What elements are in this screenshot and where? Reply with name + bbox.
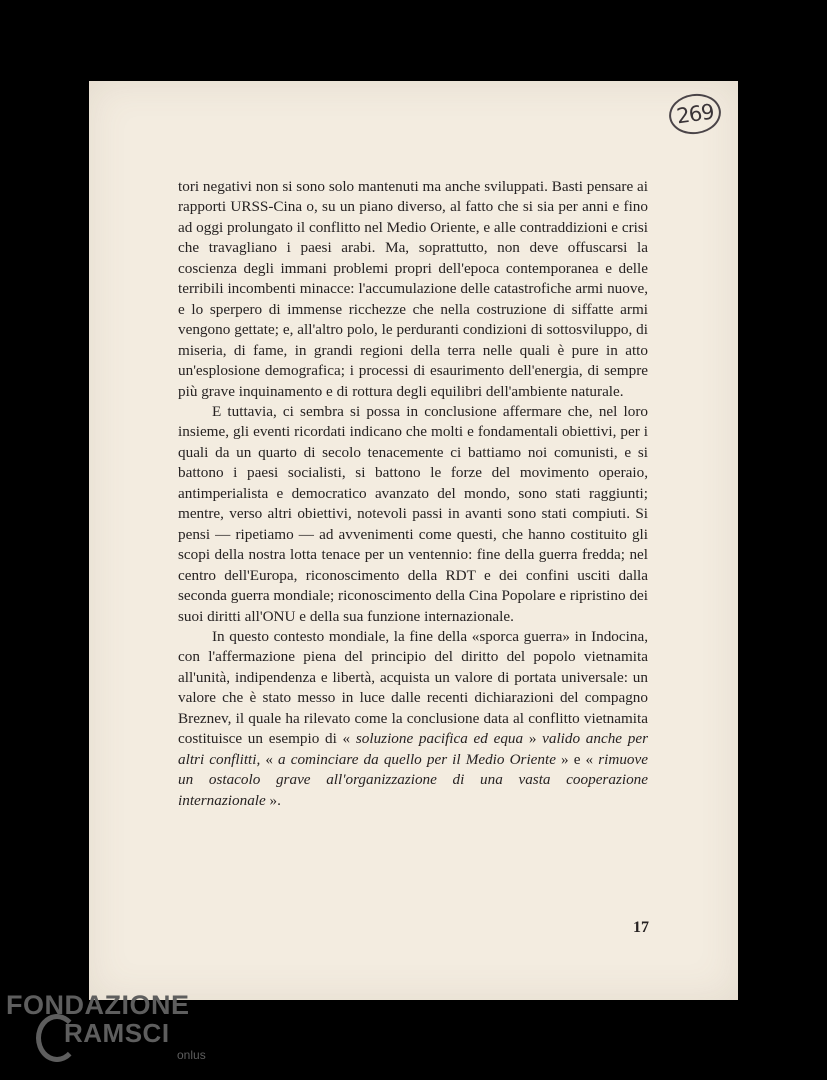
paragraph	[178, 177, 648, 402]
page-number: 17	[633, 919, 649, 936]
text-segment: tori negativi non si sono solo mantenuti ma anche sviluppati. Basti pensare ai rapporti URSS-Cina o, su un piano diverso, al fatto che si sia per anni e fino ad oggi prolungato il conflitto nel Medio Oriente, e alle contraddizioni e crisi che travagliano i paesi arabi. Ma, soprattutto, non deve offuscarsi la coscienza degli immani problemi propri dell'epoca contemporanea e delle terribili incombenti minacce: l'accumulazione delle catastrofiche armi nuove, e lo sperpero di immense ricchezze che nella costruzione di siffatte armi vengono gettate; e, all'altro polo, le perduranti condizioni di sottosviluppo, di miseria, di fame, in grandi regioni della terra nelle quali è pure in atto un'esplosione demografica; i processi di esaurimento dell'energia, di sempre più grave inquinamento e di rottura degli equilibri dell'ambiente naturale.	[178, 178, 648, 400]
paragraph	[178, 402, 648, 627]
italic-quote: rimuove un ostacolo grave all'organizzazione di una vasta cooperazione internazionale	[178, 750, 648, 809]
watermark-line-2: RAMSCI	[64, 1018, 170, 1048]
text-segment: » e «	[555, 750, 599, 768]
text-segment: ».	[265, 791, 281, 809]
text-segment: »	[523, 730, 543, 748]
italic-quote: soluzione pacifica ed equa	[355, 730, 524, 748]
archive-number-stamp: 269	[666, 91, 723, 138]
text-segment: «	[260, 750, 279, 768]
watermark-line-3: onlus	[177, 1048, 206, 1062]
fondazione-gramsci-watermark	[6, 990, 206, 1070]
italic-quote: a cominciare da quello per il Medio Oriente	[278, 750, 556, 768]
body-text	[178, 177, 648, 811]
text-segment: E tuttavia, ci sembra si possa in conclusione affermare che, nel loro insieme, gli eventi ricordati indicano che molti e fondamentali obiettivi, per i quali da un quarto di secolo tenacemente ci battiamo noi comunisti, e si battono i paesi socialisti, si battono le forze del movimento operaio, antimperialista e democratico avanzato del mondo, sono stati raggiunti; mentre, verso altri obiettivi, notevoli passi in avanti sono stati compiuti. Si pensi — ripetiamo — ad avvenimenti come questi, che hanno costituito gli scopi della nostra lotta tenace per un ventennio: fine della guerra fredda; nel centro dell'Europa, riconoscimento della RDT e dei confini usciti dalla seconda guerra mondiale; riconoscimento della Cina Popolare e ripristino dei suoi diritti all'ONU e della sua funzione internazionale.	[178, 402, 648, 625]
italic-quote: valido anche per altri conflitti,	[178, 730, 648, 768]
watermark-line-1: FONDAZIONE	[6, 990, 190, 1020]
paragraph	[178, 627, 648, 811]
text-segment: In questo contesto mondiale, la fine della «sporca guerra» in Indocina, con l'affermazione piena del principio del diritto del popolo vietnamita all'unità, indipendenza e libertà, acquista un valore di portata universale: un valore che è stato messo in luce dalle recenti dichiarazioni del compagno Breznev, il quale ha rilevato come la conclusione data al conflitto vietnamita costituisce un esempio di «	[178, 627, 648, 748]
document-page	[89, 81, 738, 1000]
